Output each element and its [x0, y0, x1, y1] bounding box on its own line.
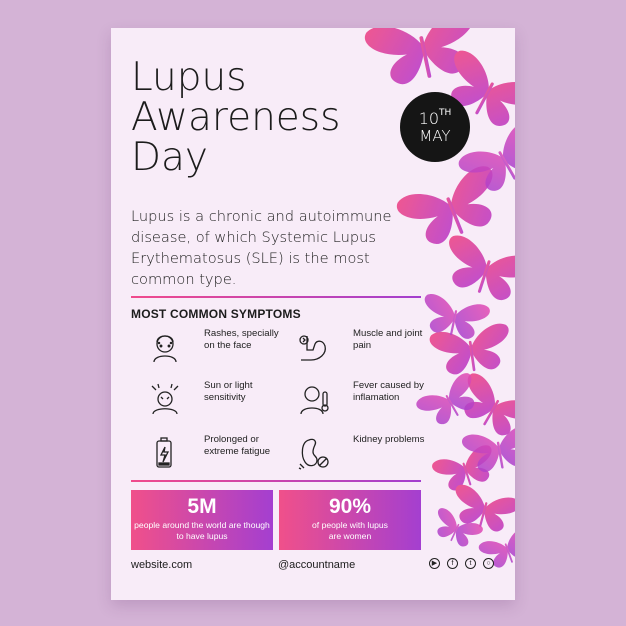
low-battery-icon — [148, 436, 182, 470]
date-badge — [400, 92, 470, 162]
stat-value: 90% — [328, 495, 372, 518]
symptom-label: Prolonged or extreme fatigue — [204, 434, 271, 457]
symptom-label: Rashes, specially on the face — [204, 328, 279, 351]
symptom-item — [297, 380, 432, 420]
symptom-label: Sun or light sensitivity — [204, 380, 253, 403]
intro-paragraph: Lupus is a chronic and autoimmune disease, of which Systemic Lupus Erythematosus (SLE) is the most common type. — [131, 208, 392, 288]
stat-caption: of people with lupus are women — [312, 520, 388, 541]
symptom-item — [148, 434, 283, 474]
page-title: Lupus Awareness Day — [131, 55, 341, 180]
date-day: 10TH — [418, 107, 452, 128]
divider-bottom — [131, 480, 421, 482]
youtube-icon[interactable]: ▶ — [429, 558, 440, 569]
symptom-item — [148, 328, 283, 368]
fever-thermometer-icon — [297, 382, 331, 416]
date-month: MAY — [419, 126, 451, 145]
stat-caption: people around the world are though to have lupus — [134, 520, 270, 541]
facebook-icon[interactable]: f — [447, 558, 458, 569]
stat-value: 5M — [187, 495, 217, 518]
date-suffix: TH — [439, 107, 452, 118]
symptom-item — [297, 328, 432, 368]
symptoms-heading: MOST COMMON SYMPTOMS — [131, 307, 301, 321]
muscle-pain-icon — [297, 330, 331, 364]
stat-card — [279, 490, 421, 550]
symptom-label: Kidney problems — [353, 434, 425, 445]
face-rash-icon — [148, 330, 182, 364]
symptom-item — [297, 434, 432, 474]
symptom-label: Fever caused by inflamation — [353, 380, 424, 403]
symptom-item — [148, 380, 283, 420]
account-handle[interactable]: @accountname — [278, 559, 356, 571]
symptom-label: Muscle and joint pain — [353, 328, 423, 351]
divider-top — [131, 296, 421, 298]
twitter-icon[interactable]: t — [465, 558, 476, 569]
instagram-icon[interactable]: ○ — [483, 558, 494, 569]
sun-sensitivity-icon — [148, 382, 182, 416]
kidney-icon — [297, 436, 331, 470]
stat-card — [131, 490, 273, 550]
poster — [111, 28, 515, 600]
website-link[interactable]: website.com — [131, 559, 193, 571]
